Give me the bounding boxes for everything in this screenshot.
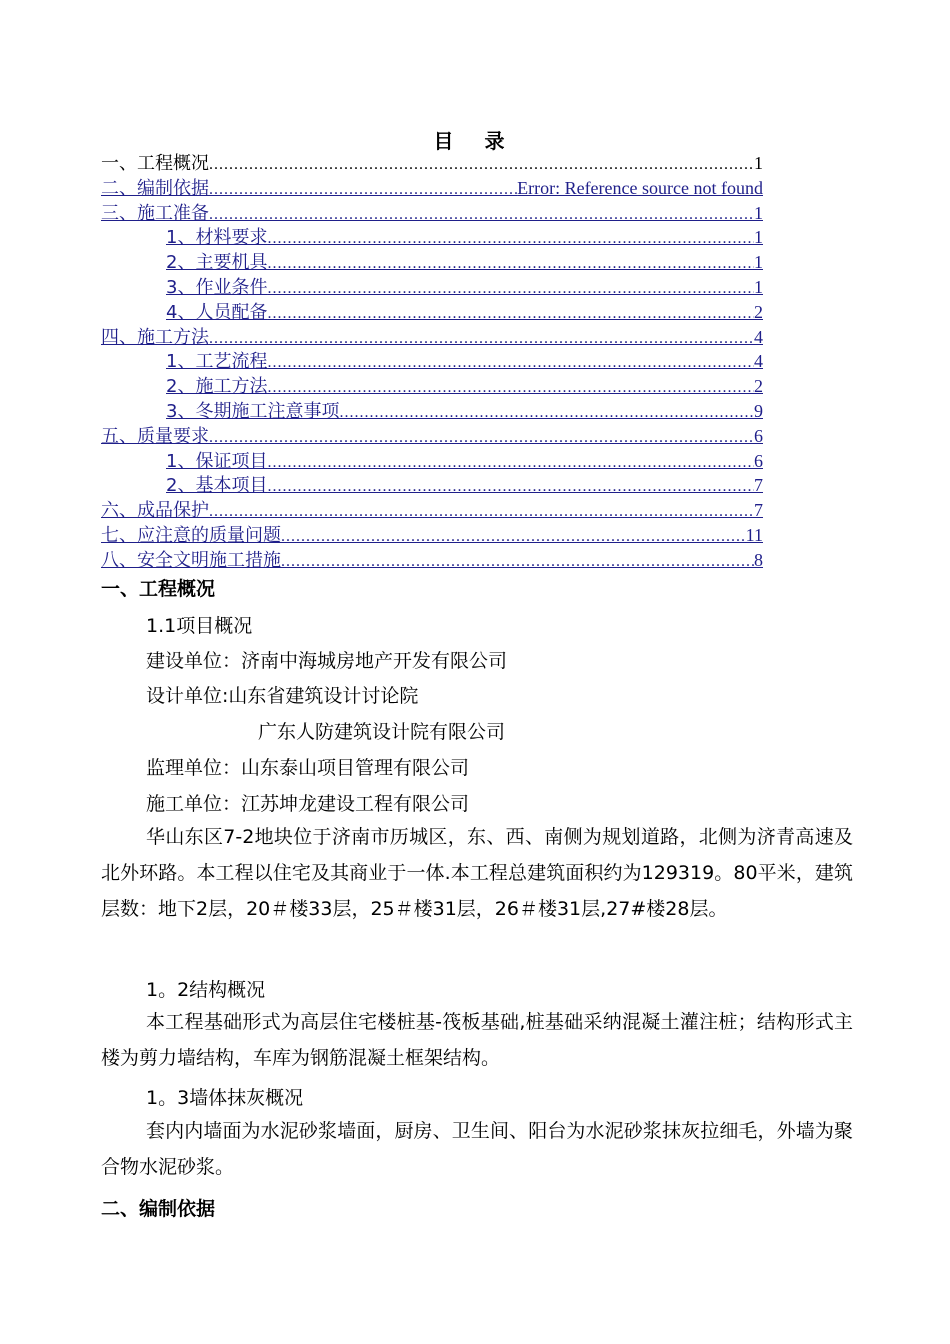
subheading-project-overview: 1.1项目概况 xyxy=(146,615,253,637)
toc-entry-page: 2 xyxy=(754,376,763,397)
toc-entry-page: 6 xyxy=(754,450,763,471)
toc-entry[interactable] xyxy=(101,449,763,474)
toc-entry[interactable] xyxy=(101,225,763,250)
toc-entry-page: 9 xyxy=(754,400,763,421)
structure-paragraph: 本工程基础形式为高层住宅楼桩基-筏板基础,桩基础采纳混凝土灌注桩；结构形式主楼为剪力墙结构，车库为钢筋混凝土框架结构。 xyxy=(101,1011,853,1069)
toc-entry[interactable] xyxy=(101,399,763,424)
toc-entry[interactable] xyxy=(101,275,763,300)
toc-entry-page: 1 xyxy=(754,227,763,248)
toc-entry-page: 7 xyxy=(754,475,763,496)
section-heading-basis: 二、编制依据 xyxy=(101,1198,216,1220)
subheading-structure: 1。2结构概况 xyxy=(146,979,266,1001)
toc-entry-page: 1 xyxy=(754,153,763,173)
toc-entry-page: 4 xyxy=(754,326,763,347)
toc-entry-page: 1 xyxy=(754,252,763,273)
toc-leader-dots xyxy=(267,302,754,327)
toc-entry[interactable] xyxy=(101,325,763,350)
toc-entry xyxy=(101,151,763,176)
toc-entry[interactable] xyxy=(101,374,763,399)
toc-leader-dots xyxy=(267,475,754,500)
toc-entry[interactable] xyxy=(101,424,763,449)
toc-leader-dots xyxy=(209,327,754,352)
toc-leader-dots xyxy=(267,227,754,252)
toc-entry-label: 六、成品保护 xyxy=(101,500,209,522)
toc-entry-page: 2 xyxy=(754,301,763,322)
designer-line-2: 广东人防建筑设计院有限公司 xyxy=(258,721,506,743)
toc-entry-page: 6 xyxy=(754,425,763,446)
toc-entry-label: 2、施工方法 xyxy=(166,376,268,398)
toc-leader-dots xyxy=(209,178,517,203)
designer-line: 设计单位:山东省建筑设计讨论院 xyxy=(146,685,419,707)
toc-entry[interactable] xyxy=(101,548,763,573)
toc-entry-label: 1、工艺流程 xyxy=(166,351,268,373)
toc-leader-dots xyxy=(267,252,754,277)
toc-leader-dots xyxy=(281,525,746,550)
toc-entry-label: 二、编制依据 xyxy=(101,177,209,199)
toc-entry-label: 3、冬期施工注意事项 xyxy=(166,400,340,422)
toc-entry-page: 1 xyxy=(754,202,763,223)
subheading-plaster: 1。3墙体抹灰概况 xyxy=(146,1087,304,1109)
toc-entry[interactable] xyxy=(101,300,763,325)
toc-entry[interactable] xyxy=(101,201,763,226)
toc-leader-dots xyxy=(267,376,754,401)
toc-entry-label: 三、施工准备 xyxy=(101,202,209,224)
toc-entry-label: 1、保证项目 xyxy=(166,450,268,472)
toc-leader-dots xyxy=(209,500,754,525)
contractor-line: 施工单位：江苏坤龙建设工程有限公司 xyxy=(146,793,470,815)
toc-entry[interactable] xyxy=(101,349,763,374)
toc-title: 目 录 xyxy=(433,129,517,153)
toc-entry-page: 1 xyxy=(754,276,763,297)
owner-line: 建设单位：济南中海城房地产开发有限公司 xyxy=(146,650,508,672)
toc-leader-dots xyxy=(267,277,754,302)
supervisor-line: 监理单位：山东泰山项目管理有限公司 xyxy=(146,757,470,779)
toc-entry-page: Error: Reference source not found xyxy=(517,177,763,198)
toc-entry-label: 一、工程概况 xyxy=(101,153,209,174)
toc-entry[interactable] xyxy=(101,250,763,275)
toc-entry[interactable] xyxy=(101,473,763,498)
toc-entry-page: 8 xyxy=(754,549,763,570)
toc-entry[interactable] xyxy=(101,523,763,548)
toc-entry-label: 4、人员配备 xyxy=(166,301,268,323)
toc-entry-label: 七、应注意的质量问题 xyxy=(101,524,281,546)
toc-entry-page: 4 xyxy=(754,351,763,372)
toc-entry-label: 2、基本项目 xyxy=(166,475,268,497)
toc-entry[interactable] xyxy=(101,498,763,523)
section-heading-overview: 一、工程概况 xyxy=(101,578,216,600)
toc-entry-label: 四、施工方法 xyxy=(101,326,209,348)
toc-leader-dots xyxy=(209,203,754,228)
toc-leader-dots xyxy=(281,550,754,575)
toc-entry-label: 八、安全文明施工措施 xyxy=(101,549,281,571)
project-intro-paragraph: 华山东区7-2地块位于济南市历城区，东、西、南侧为规划道路，北侧为济青高速及北外环路。本工程以住宅及其商业于一体.本工程总建筑面积约为129319。80平米，建筑层数：地下2层，20＃楼33层，25＃楼31层，26＃楼31层,27#楼28层。 xyxy=(101,826,853,920)
toc-leader-dots xyxy=(267,451,754,476)
toc-entry-page: 11 xyxy=(745,524,763,545)
toc-leader-dots xyxy=(267,351,754,376)
toc-leader-dots xyxy=(209,153,754,178)
table-of-contents xyxy=(101,151,763,573)
toc-entry-page: 7 xyxy=(754,500,763,521)
toc-entry-label: 五、质量要求 xyxy=(101,425,209,447)
toc-entry-label: 3、作业条件 xyxy=(166,276,268,298)
toc-leader-dots xyxy=(339,401,754,426)
toc-entry[interactable] xyxy=(101,176,763,201)
toc-leader-dots xyxy=(209,426,754,451)
toc-entry-label: 1、材料要求 xyxy=(166,227,268,249)
plaster-paragraph: 套内内墙面为水泥砂浆墙面，厨房、卫生间、阳台为水泥砂浆抹灰拉细毛，外墙为聚合物水泥砂浆。 xyxy=(101,1120,853,1178)
toc-entry-label: 2、主要机具 xyxy=(166,252,268,274)
